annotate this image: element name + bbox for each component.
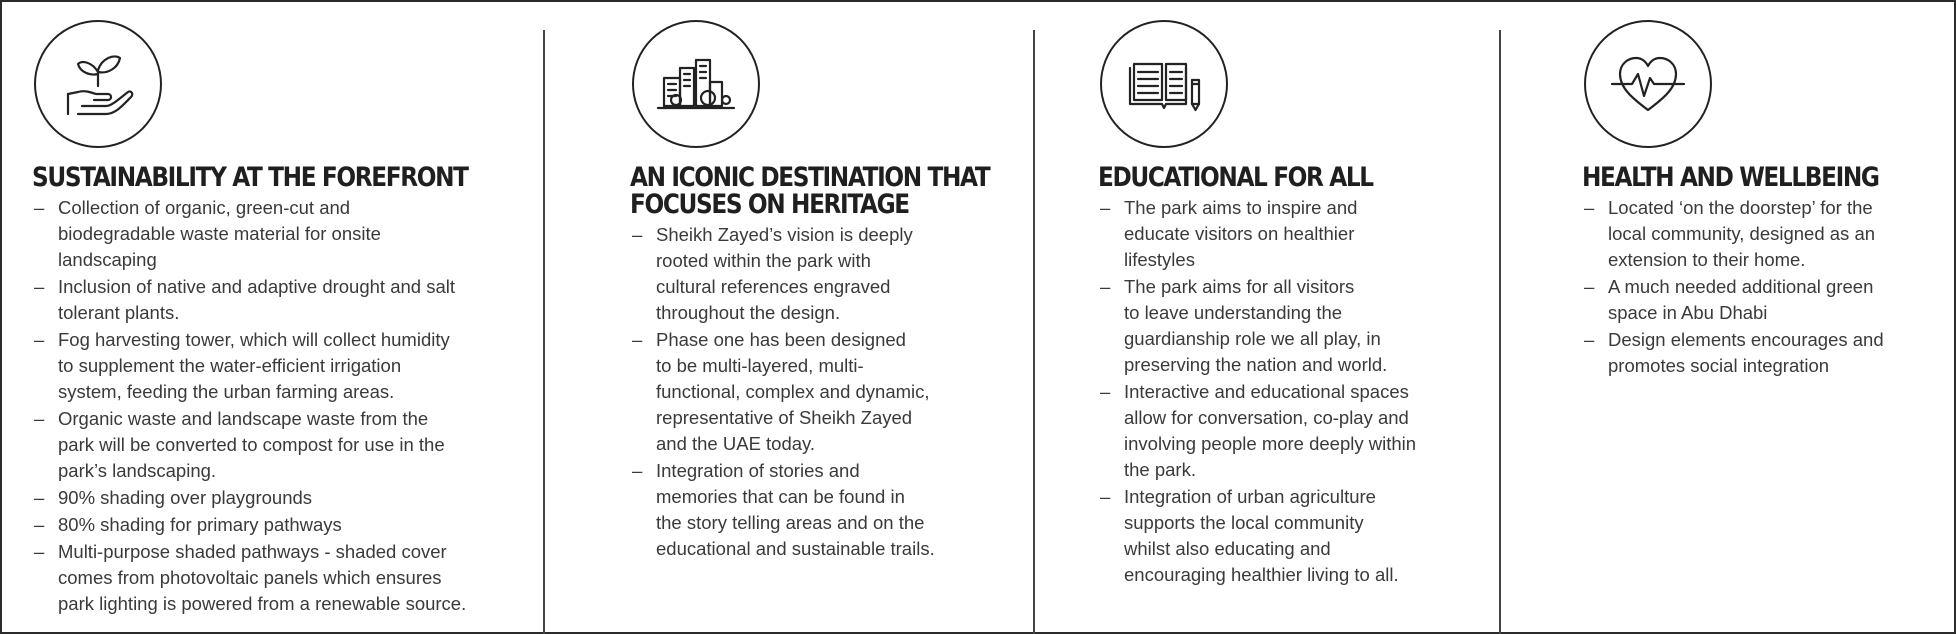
list-item: – Integration of urban agriculture supports the local community whilst also educating and encouraging healthier living to all. <box>1098 484 1493 588</box>
list-item: – Integration of stories and memories that can be found in the story telling areas and on the educational and sustainable trails. <box>630 458 1025 562</box>
column-heading: EDUCATIONAL FOR ALL <box>1098 162 1373 193</box>
list-item: – Organic waste and landscape waste from the park will be converted to compost for use in the park’s landscaping. <box>32 406 532 484</box>
column-divider <box>1033 30 1035 634</box>
list-item: – Phase one has been designed to be multi-layered, multi- functional, complex and dynamic, representative of Sheikh Zayed and the UAE today. <box>630 327 1025 457</box>
column-heading: SUSTAINABILITY AT THE FOREFRONT <box>32 162 468 193</box>
list-item: – Located ‘on the doorstep’ for the local community, designed as an extension to their home. <box>1582 195 1952 273</box>
hand-plant-icon <box>34 20 162 148</box>
list-item: – Collection of organic, green-cut and biodegradable waste material for onsite landscaping <box>32 195 532 273</box>
city-buildings-icon <box>632 20 760 148</box>
list-item: – Inclusion of native and adaptive drought and salt tolerant plants. <box>32 274 532 326</box>
list-item: – Interactive and educational spaces allow for conversation, co-play and involving people more deeply within the park. <box>1098 379 1493 483</box>
column-divider <box>543 30 545 634</box>
column-divider <box>1499 30 1501 634</box>
open-book-pencil-icon <box>1100 20 1228 148</box>
bullet-list <box>1098 195 1493 588</box>
list-item: – Sheikh Zayed’s vision is deeply rooted within the park with cultural references engraved throughout the design. <box>630 222 1025 326</box>
list-item: – 90% shading over playgrounds <box>32 485 532 511</box>
bullet-list <box>630 222 1025 562</box>
list-item: – Design elements encourages and promotes social integration <box>1582 327 1952 379</box>
bullet-list <box>1582 195 1952 379</box>
list-item: – A much needed additional green space in Abu Dhabi <box>1582 274 1952 326</box>
column-sustainability <box>32 20 532 618</box>
column-heritage <box>630 20 1025 563</box>
column-heading: AN ICONIC DESTINATION THAT FOCUSES ON HERITAGE <box>630 162 990 220</box>
list-item: – Multi-purpose shaded pathways - shaded cover comes from photovoltaic panels which ensures park lighting is powered from a renewable source. <box>32 539 532 617</box>
heart-pulse-icon <box>1584 20 1712 148</box>
list-item: – The park aims for all visitors to leave understanding the guardianship role we all play, in preserving the nation and world. <box>1098 274 1493 378</box>
list-item: – The park aims to inspire and educate visitors on healthier lifestyles <box>1098 195 1493 273</box>
list-item: – Fog harvesting tower, which will collect humidity to supplement the water-efficient irrigation system, feeding the urban farming areas. <box>32 327 532 405</box>
list-item: – 80% shading for primary pathways <box>32 512 532 538</box>
column-heading: HEALTH AND WELLBEING <box>1582 162 1879 193</box>
bullet-list <box>32 195 532 617</box>
column-educational <box>1098 20 1493 589</box>
column-health <box>1582 20 1952 380</box>
